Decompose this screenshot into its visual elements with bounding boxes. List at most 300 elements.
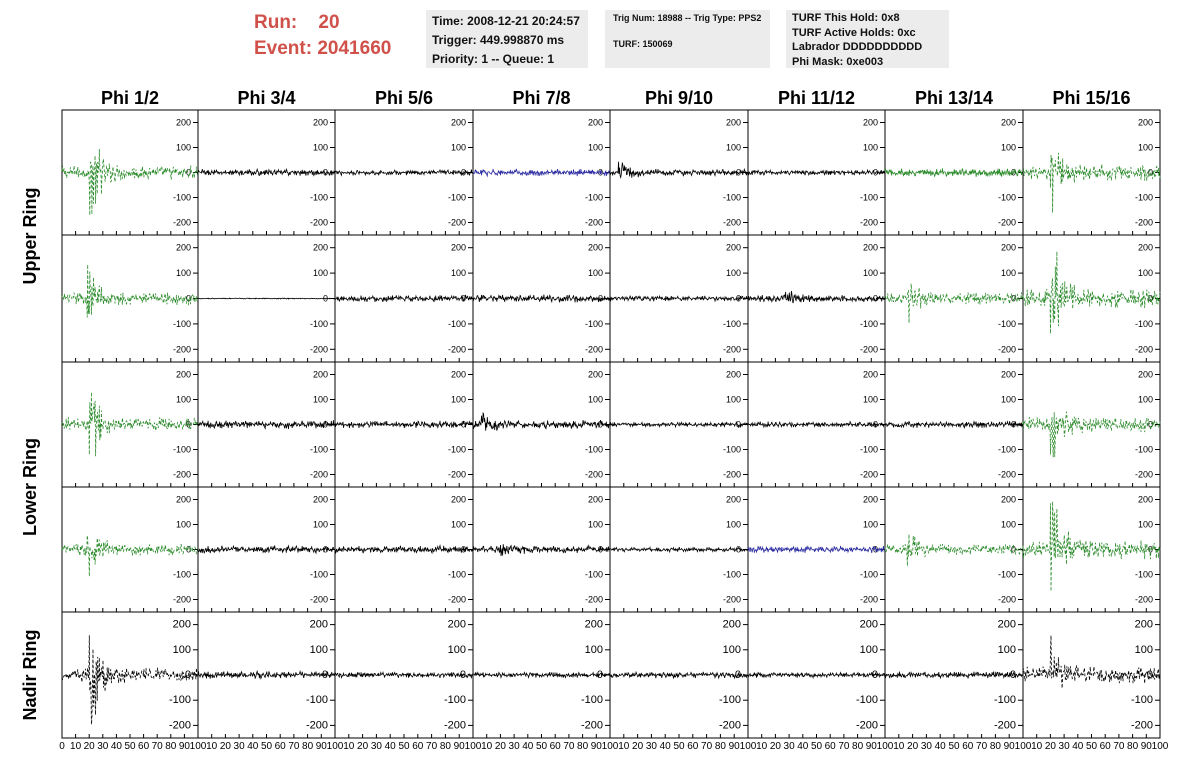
x-tick-label: 80 (989, 741, 1001, 752)
x-tick-label: 10 (481, 741, 493, 752)
y-tick-label: 0 (735, 544, 741, 555)
x-tick-label: 60 (962, 741, 974, 752)
y-tick-label: 200 (1134, 618, 1153, 631)
x-tick-label: 60 (549, 741, 561, 752)
y-tick-label: -100 (172, 318, 191, 329)
row-label: Lower Ring (20, 438, 40, 536)
y-tick-label: -100 (584, 569, 603, 580)
waveform-trace (885, 284, 1023, 323)
y-tick-label: -200 (722, 594, 741, 605)
y-tick-label: 200 (312, 117, 328, 128)
y-tick-label: 100 (450, 142, 466, 153)
x-tick-label: 90 (315, 741, 327, 752)
y-tick-label: -100 (305, 694, 328, 707)
x-tick-label: 10 (618, 741, 630, 752)
y-tick-label: -200 (997, 344, 1016, 355)
x-tick-label: 30 (645, 741, 657, 752)
waveform-trace (610, 162, 748, 178)
y-tick-label: 0 (322, 544, 328, 555)
waveform-trace (473, 169, 610, 176)
y-tick-label: -100 (718, 694, 741, 707)
y-tick-label: 200 (587, 494, 603, 505)
y-tick-label: 200 (1137, 369, 1153, 380)
x-tick-label: 60 (274, 741, 286, 752)
y-tick-label: 200 (722, 618, 741, 631)
x-tick-label: 40 (384, 741, 396, 752)
y-tick-label: 0 (321, 669, 328, 681)
y-tick-label: 200 (450, 117, 466, 128)
waveform-trace (473, 413, 610, 431)
y-tick-label: -200 (997, 217, 1016, 228)
x-tick-label: 10 (1031, 741, 1043, 752)
y-tick-label: -200 (447, 594, 466, 605)
y-tick-label: -200 (722, 469, 741, 480)
y-tick-label: -100 (1134, 318, 1153, 329)
x-tick-label: 50 (810, 741, 823, 752)
y-tick-label: -100 (1130, 694, 1153, 707)
y-tick-label: 100 (450, 519, 466, 530)
y-tick-label: 100 (1000, 394, 1016, 405)
x-tick-label: 70 (426, 741, 438, 752)
y-tick-label: 0 (872, 544, 878, 555)
x-tick-label: 10 (756, 741, 768, 752)
y-tick-label: -100 (993, 694, 1016, 707)
y-tick-label: -200 (580, 719, 603, 732)
y-tick-label: 200 (312, 494, 328, 505)
y-tick-label: 200 (309, 618, 328, 631)
y-tick-label: 100 (447, 643, 466, 656)
x-tick-label: 50 (948, 741, 960, 752)
y-tick-label: 200 (862, 117, 878, 128)
y-tick-label: 200 (862, 494, 878, 505)
y-tick-label: -200 (859, 594, 878, 605)
y-tick-label: 0 (184, 669, 191, 681)
x-tick-label: 90 (865, 741, 877, 752)
y-tick-label: -100 (722, 318, 741, 329)
y-tick-label: -100 (722, 192, 741, 203)
y-tick-label: 0 (460, 419, 466, 430)
y-tick-label: 0 (1010, 419, 1016, 430)
y-tick-label: 200 (175, 494, 191, 505)
x-tick-label: 80 (714, 741, 726, 752)
y-tick-label: 0 (596, 669, 603, 681)
x-tick-label: 20 (83, 741, 95, 752)
x-tick-label: 40 (1072, 741, 1084, 752)
column-header: Phi 5/6 (374, 88, 434, 108)
x-tick-label: 20 (632, 741, 644, 752)
y-tick-label: 100 (450, 268, 466, 279)
x-tick-label: 80 (577, 741, 589, 752)
y-tick-label: 0 (735, 167, 741, 178)
y-tick-label: 200 (447, 618, 466, 631)
row-label: Upper Ring (20, 187, 40, 285)
time-text: Time: 2008-12-21 20:24:57 (432, 14, 580, 28)
y-tick-label: -200 (309, 344, 328, 355)
y-tick-label: -200 (172, 344, 191, 355)
y-tick-label: 200 (1000, 494, 1016, 505)
y-tick-label: 0 (460, 544, 466, 555)
y-tick-label: 200 (725, 117, 741, 128)
y-tick-label: -200 (997, 469, 1016, 480)
y-tick-label: -100 (1134, 569, 1153, 580)
y-tick-label: 100 (862, 394, 878, 405)
y-tick-label: 100 (172, 643, 191, 656)
waveform-trace (1023, 153, 1160, 213)
y-tick-label: -200 (1130, 719, 1153, 732)
y-tick-label: -200 (859, 344, 878, 355)
y-tick-label: 100 (1137, 519, 1153, 530)
y-tick-label: 100 (725, 268, 741, 279)
x-tick-label: 60 (412, 741, 424, 752)
y-tick-label: -100 (855, 694, 878, 707)
y-tick-label: 0 (597, 544, 603, 555)
y-tick-label: 100 (587, 268, 603, 279)
waveform-trace (335, 421, 473, 428)
x-tick-label: 20 (1044, 741, 1056, 752)
y-tick-label: -100 (309, 569, 328, 580)
y-tick-label: 200 (1000, 242, 1016, 253)
x-tick-label: 90 (1140, 741, 1152, 752)
x-tick-label: 20 (357, 741, 369, 752)
waveform-trace (335, 672, 473, 678)
run-value: 20 (318, 12, 340, 33)
column-header: Phi 13/14 (914, 88, 994, 108)
y-tick-label: -100 (172, 569, 191, 580)
y-tick-label: 200 (450, 369, 466, 380)
x-tick-label: 20 (907, 741, 919, 752)
y-tick-label: -100 (584, 444, 603, 455)
y-tick-label: 100 (725, 142, 741, 153)
x-tick-label: 100 (1151, 741, 1169, 752)
trig-text: Trig Num: 18988 -- Trig Type: PPS2 (613, 13, 762, 23)
y-tick-label: -100 (309, 444, 328, 455)
x-tick-label: 10 (343, 741, 355, 752)
x-tick-label: 100 (876, 741, 894, 752)
y-tick-label: 0 (1010, 544, 1016, 555)
y-tick-label: 200 (584, 618, 603, 631)
y-tick-label: -100 (722, 444, 741, 455)
y-tick-label: 200 (1000, 369, 1016, 380)
waveform-trace (885, 672, 1023, 679)
waveform-trace (748, 419, 885, 430)
y-tick-label: -100 (1134, 444, 1153, 455)
y-tick-label: 100 (175, 394, 191, 405)
y-tick-label: -200 (722, 217, 741, 228)
x-tick-label: 30 (508, 741, 520, 752)
x-tick-label: 20 (769, 741, 781, 752)
x-tick-label: 60 (1099, 741, 1111, 752)
x-tick-label: 80 (439, 741, 451, 752)
x-tick-label: 90 (178, 741, 190, 752)
y-tick-label: -200 (722, 344, 741, 355)
y-tick-label: 200 (1137, 117, 1153, 128)
x-tick-label: 90 (728, 741, 740, 752)
x-tick-label: 100 (464, 741, 482, 752)
waveform-trace (473, 544, 610, 556)
y-tick-label: 200 (175, 117, 191, 128)
y-tick-label: 100 (859, 643, 878, 656)
turf-active-text: TURF Active Holds: 0xc (792, 26, 916, 39)
waveform-trace (610, 672, 748, 678)
y-tick-label: 100 (587, 142, 603, 153)
y-tick-label: 0 (460, 167, 466, 178)
waveform-trace (335, 295, 473, 302)
y-tick-label: 200 (1000, 117, 1016, 128)
y-tick-label: 100 (1137, 394, 1153, 405)
x-tick-label: 50 (124, 741, 136, 752)
y-tick-label: 0 (460, 293, 466, 304)
x-tick-label: 90 (1003, 741, 1015, 752)
y-tick-label: -200 (443, 719, 466, 732)
x-tick-label: 70 (701, 741, 713, 752)
y-tick-label: 200 (1137, 242, 1153, 253)
waveform-trace (885, 534, 1023, 566)
x-tick-label: 80 (302, 741, 314, 752)
y-tick-label: 0 (185, 293, 191, 304)
priority-text: Priority: 1 -- Queue: 1 (432, 52, 555, 66)
waveform-trace (885, 168, 1023, 177)
y-tick-label: 0 (1010, 167, 1016, 178)
waveform-trace (335, 546, 473, 554)
x-tick-label: 50 (535, 741, 548, 752)
x-tick-label: 40 (797, 741, 809, 752)
x-tick-label: 40 (934, 741, 946, 752)
x-tick-label: 90 (590, 741, 602, 752)
y-tick-label: 200 (862, 242, 878, 253)
y-tick-label: -200 (997, 594, 1016, 605)
waveform-trace (748, 167, 885, 178)
y-tick-label: 200 (859, 618, 878, 631)
y-tick-label: 100 (1137, 142, 1153, 153)
y-tick-label: -200 (447, 217, 466, 228)
y-tick-label: -100 (997, 318, 1016, 329)
x-tick-label: 90 (453, 741, 465, 752)
column-header: Phi 15/16 (1052, 88, 1131, 108)
x-tick-label: 100 (739, 741, 757, 752)
y-tick-label: 100 (862, 519, 878, 530)
column-header: Phi 1/2 (100, 88, 160, 108)
y-tick-label: -100 (172, 192, 191, 203)
y-tick-label: 0 (735, 293, 741, 304)
waveform-trace (198, 420, 335, 429)
y-tick-label: -100 (580, 694, 603, 707)
x-tick-label: 70 (151, 741, 163, 752)
y-tick-label: 0 (1147, 544, 1153, 555)
y-tick-label: 0 (871, 669, 878, 681)
x-tick-label: 0 (59, 741, 65, 752)
x-tick-label: 80 (1127, 741, 1139, 752)
y-tick-label: -200 (584, 344, 603, 355)
x-tick-label: 70 (976, 741, 988, 752)
x-tick-label: 100 (189, 741, 207, 752)
y-tick-label: 0 (734, 669, 741, 681)
y-tick-label: 100 (584, 643, 603, 656)
y-tick-label: 0 (735, 419, 741, 430)
y-tick-label: -100 (168, 694, 191, 707)
y-tick-label: -100 (447, 569, 466, 580)
y-tick-label: 100 (587, 519, 603, 530)
y-tick-label: 100 (1000, 519, 1016, 530)
turf-hold-text: TURF This Hold: 0x8 (792, 12, 900, 24)
x-tick-label: 70 (838, 741, 850, 752)
y-tick-label: 100 (862, 142, 878, 153)
x-tick-label: 40 (247, 741, 259, 752)
y-tick-label: -100 (859, 192, 878, 203)
y-tick-label: -100 (997, 192, 1016, 203)
y-tick-label: -100 (584, 318, 603, 329)
y-tick-label: 0 (322, 419, 328, 430)
x-tick-label: 30 (920, 741, 932, 752)
y-tick-label: 200 (312, 242, 328, 253)
y-tick-label: 100 (175, 519, 191, 530)
waveform-trace (62, 149, 198, 215)
column-header: Phi 7/8 (512, 88, 571, 108)
y-tick-label: -100 (997, 444, 1016, 455)
x-tick-label: 50 (260, 741, 273, 752)
panel-frame (62, 110, 198, 235)
row-label: Nadir Ring (20, 629, 40, 721)
y-tick-label: -100 (859, 318, 878, 329)
y-tick-label: 100 (997, 643, 1016, 656)
x-tick-label: 10 (893, 741, 905, 752)
x-tick-label: 60 (824, 741, 836, 752)
y-tick-label: -100 (309, 318, 328, 329)
trigger-text: Trigger: 449.998870 ms (432, 33, 565, 47)
waveform-trace (198, 169, 335, 176)
y-tick-label: 0 (322, 167, 328, 178)
waveform-trace (610, 422, 748, 427)
y-tick-label: 0 (185, 167, 191, 178)
y-tick-label: 0 (872, 419, 878, 430)
x-tick-label: 30 (1058, 741, 1070, 752)
y-tick-label: -200 (584, 217, 603, 228)
x-tick-label: 70 (1113, 741, 1125, 752)
y-tick-label: 100 (725, 519, 741, 530)
y-tick-label: -200 (447, 344, 466, 355)
y-tick-label: 0 (1147, 419, 1153, 430)
y-tick-label: -100 (309, 192, 328, 203)
y-tick-label: 100 (312, 142, 328, 153)
y-tick-label: 200 (1137, 494, 1153, 505)
y-tick-label: 100 (1137, 268, 1153, 279)
y-tick-label: 100 (175, 142, 191, 153)
panel-frame (1023, 487, 1160, 612)
x-tick-label: 10 (70, 741, 82, 752)
y-tick-label: -200 (168, 719, 191, 732)
y-tick-label: -200 (1134, 217, 1153, 228)
waveform-trace (198, 298, 335, 299)
y-tick-label: 100 (312, 394, 328, 405)
x-tick-label: 60 (687, 741, 699, 752)
y-tick-label: 0 (1147, 293, 1153, 304)
y-tick-label: 0 (872, 167, 878, 178)
y-tick-label: -200 (584, 594, 603, 605)
y-tick-label: -100 (447, 192, 466, 203)
waveform-trace (885, 421, 1023, 428)
x-tick-label: 70 (563, 741, 575, 752)
y-tick-label: 200 (175, 242, 191, 253)
phi-mask-text: Phi Mask: 0xe003 (792, 55, 884, 68)
waveform-trace (473, 672, 610, 678)
y-tick-label: 200 (450, 494, 466, 505)
y-tick-label: -200 (309, 217, 328, 228)
y-tick-label: 0 (322, 293, 328, 304)
y-tick-label: 100 (862, 268, 878, 279)
y-tick-label: 100 (450, 394, 466, 405)
waveform-trace (610, 293, 748, 304)
y-tick-label: 100 (1134, 643, 1153, 656)
x-tick-label: 30 (97, 741, 109, 752)
y-tick-label: 0 (459, 669, 466, 681)
y-tick-label: 100 (1000, 268, 1016, 279)
y-tick-label: -200 (1134, 344, 1153, 355)
y-tick-label: 100 (1000, 142, 1016, 153)
y-tick-label: 100 (587, 394, 603, 405)
y-tick-label: 200 (725, 494, 741, 505)
column-header: Phi 11/12 (777, 88, 856, 108)
y-tick-label: -100 (447, 318, 466, 329)
y-tick-label: 200 (172, 618, 191, 631)
y-tick-label: 200 (587, 369, 603, 380)
y-tick-label: 100 (722, 643, 741, 656)
y-tick-label: -200 (305, 719, 328, 732)
turf-text: TURF: 150069 (613, 39, 673, 49)
x-tick-label: 50 (1085, 741, 1098, 752)
y-tick-label: 200 (312, 369, 328, 380)
y-tick-label: -200 (993, 719, 1016, 732)
waveform-trace (335, 167, 473, 178)
y-tick-label: -200 (447, 469, 466, 480)
event-label: Event: (254, 38, 313, 59)
y-tick-label: 0 (1146, 669, 1153, 681)
column-header: Phi 9/10 (644, 88, 714, 108)
x-tick-label: 70 (288, 741, 300, 752)
waveform-trace (748, 546, 885, 553)
x-tick-label: 10 (206, 741, 218, 752)
y-tick-label: -200 (859, 217, 878, 228)
waveform-trace (748, 672, 885, 677)
y-tick-label: 200 (175, 369, 191, 380)
y-tick-label: -200 (172, 217, 191, 228)
x-tick-label: 50 (673, 741, 685, 752)
y-tick-label: 0 (185, 419, 191, 430)
y-tick-label: -200 (1134, 469, 1153, 480)
y-tick-label: 200 (587, 242, 603, 253)
y-tick-label: 0 (597, 293, 603, 304)
y-tick-label: -200 (718, 719, 741, 732)
y-tick-label: 200 (450, 242, 466, 253)
y-tick-label: 200 (725, 242, 741, 253)
y-tick-label: -100 (584, 192, 603, 203)
x-tick-label: 40 (110, 741, 122, 752)
y-tick-label: 200 (587, 117, 603, 128)
y-tick-label: 0 (597, 167, 603, 178)
waveform-trace (610, 547, 748, 552)
y-tick-label: 100 (175, 268, 191, 279)
y-tick-label: -200 (859, 469, 878, 480)
y-tick-label: -100 (859, 569, 878, 580)
x-tick-label: 20 (219, 741, 231, 752)
x-tick-label: 60 (138, 741, 150, 752)
y-tick-label: -100 (447, 444, 466, 455)
x-tick-label: 50 (398, 741, 410, 752)
x-tick-label: 100 (601, 741, 619, 752)
x-tick-label: 20 (494, 741, 506, 752)
y-tick-label: -100 (443, 694, 466, 707)
x-tick-label: 30 (233, 741, 245, 752)
x-tick-label: 30 (783, 741, 795, 752)
y-tick-label: -100 (172, 444, 191, 455)
